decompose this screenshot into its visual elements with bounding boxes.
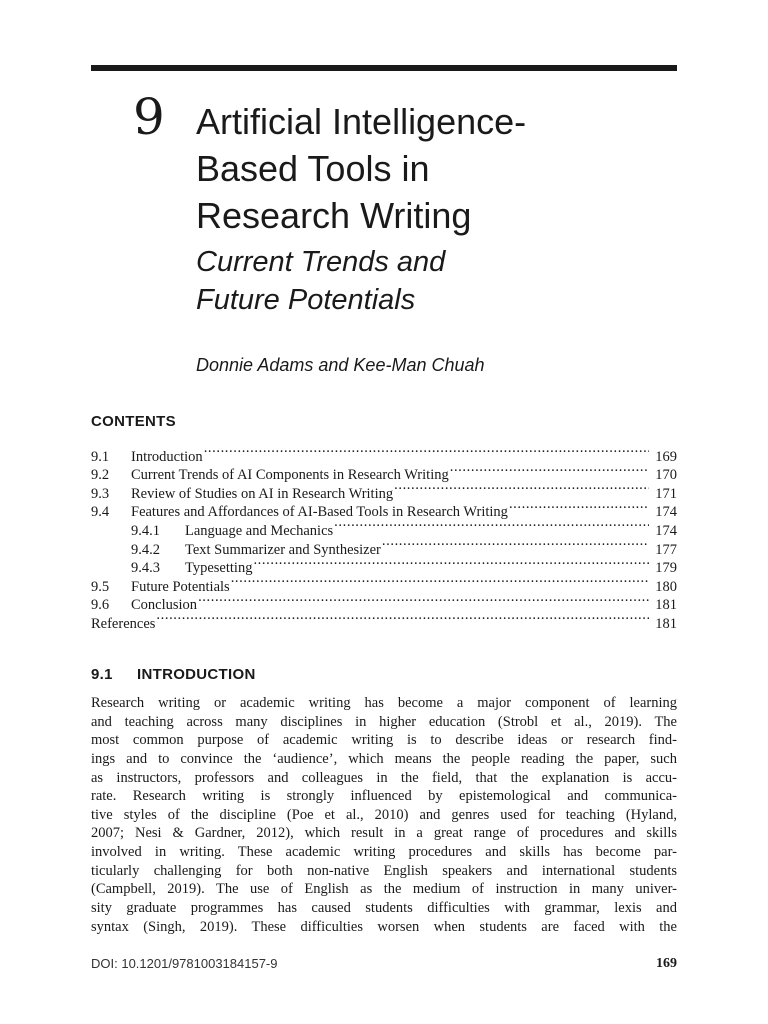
- body-text-line: as instructors, professors and colleagues in the field, that the explanation is accu-: [91, 769, 677, 786]
- body-text-line: most common purpose of academic writing is to describe ideas or research find-: [91, 732, 677, 749]
- toc-entry-page: 174: [655, 504, 677, 521]
- toc-dot-leader: [509, 498, 649, 517]
- body-text-line: tive styles of the discipline (Poe et al., 2010) and genres used for teaching (Hyland,: [91, 806, 677, 823]
- toc-entry-page: 177: [655, 541, 677, 558]
- toc-entry-number: 9.1: [91, 448, 110, 465]
- section-body-paragraph: [91, 694, 677, 936]
- body-text-line: involved in writing. These academic writing procedures and skills has become par-: [91, 844, 677, 861]
- toc-entry-page: 171: [655, 485, 677, 502]
- body-text-line: ticularly challenging for both non-native English speakers and international students: [91, 862, 677, 879]
- section-heading: [91, 665, 256, 685]
- table-of-contents: [91, 442, 677, 632]
- toc-dot-leader: [394, 479, 649, 498]
- toc-entry-number: 9.3: [91, 485, 110, 502]
- toc-entry-page: 180: [655, 578, 677, 595]
- toc-entry-number: 9.4.2: [131, 541, 160, 558]
- toc-entry-page: 181: [655, 597, 677, 614]
- toc-entry[interactable]: [91, 442, 677, 465]
- body-text-line: sity graduate programmes has caused students difficulties with grammar, lexis and: [91, 900, 677, 917]
- toc-entry-title: Future Potentials: [131, 578, 230, 595]
- body-text-line: 2007; Nesi & Gardner, 2012), which result in a great range of procedures and skills: [91, 825, 677, 842]
- toc-entry[interactable]: [91, 609, 677, 632]
- body-text-line: (Campbell, 2019). The use of English as the medium of instruction in many univer-: [91, 881, 677, 898]
- toc-dot-leader: [450, 461, 649, 480]
- toc-entry-title: Current Trends of AI Components in Research Writing: [131, 467, 449, 484]
- toc-entry-title: Introduction: [131, 448, 203, 465]
- section-title: INTRODUCTION: [137, 666, 256, 683]
- toc-dot-leader: [231, 572, 649, 591]
- body-text-line: ings and to convince the ‘audience’, which means the people reading the paper, such: [91, 750, 677, 767]
- chapter-authors: Donnie Adams and Kee-Man Chuah: [196, 355, 485, 375]
- contents-heading: CONTENTS: [91, 413, 176, 430]
- footer-doi: DOI: 10.1201/9781003184157-9: [91, 956, 278, 971]
- chapter-title: [196, 98, 666, 239]
- chapter-title-line: Artificial Intelligence-: [196, 101, 527, 142]
- toc-entry-page: 179: [655, 560, 677, 577]
- toc-entry-number: 9.2: [91, 467, 110, 484]
- chapter-subtitle-line: Future Potentials: [196, 284, 416, 316]
- toc-dot-leader: [382, 535, 649, 554]
- body-text-line: rate. Research writing is strongly influenced by epistemological and communica-: [91, 788, 677, 805]
- body-text-line: Research writing or academic writing has become a major component of learning: [91, 695, 677, 711]
- toc-entry-title: Review of Studies on AI in Research Writing: [131, 485, 394, 502]
- toc-entry-number: 9.6: [91, 597, 110, 614]
- toc-entry-number: 9.4: [91, 504, 110, 521]
- toc-entry-number: 9.4.1: [131, 522, 160, 539]
- toc-entry-number: 9.4.3: [131, 560, 160, 577]
- footer-page-number: 169: [656, 956, 677, 971]
- toc-entry-page: 169: [655, 448, 677, 465]
- toc-entry-page: 170: [655, 467, 677, 484]
- chapter-number: 9: [133, 88, 165, 146]
- body-text-line: and teaching across many disciplines in higher education (Strobl et al., 2019). The: [91, 713, 677, 730]
- toc-entry-number: 9.5: [91, 578, 110, 595]
- body-text-line: syntax (Singh, 2019). These difficulties worsen when students are faced with the: [91, 918, 677, 935]
- toc-entry-title: Features and Affordances of AI-Based Tools in Research Writing: [131, 504, 508, 521]
- chapter-title-line: Research Writing: [196, 195, 472, 236]
- chapter-title-line: Based Tools in: [196, 148, 430, 189]
- toc-dot-leader: [156, 609, 649, 628]
- toc-entry-title: Language and Mechanics: [185, 522, 334, 539]
- toc-entry-title: References: [91, 615, 156, 632]
- toc-dot-leader: [198, 591, 649, 610]
- chapter-subtitle-line: Current Trends and: [196, 246, 446, 278]
- toc-dot-leader: [204, 442, 649, 461]
- toc-dot-leader: [253, 554, 649, 573]
- toc-entry-title: Conclusion: [131, 597, 198, 614]
- toc-entry-page: 181: [655, 615, 677, 632]
- section-number: 9.1: [91, 666, 113, 683]
- toc-entry-title: Text Summarizer and Synthesizer: [185, 541, 381, 558]
- chapter-subtitle: [196, 243, 666, 319]
- toc-dot-leader: [334, 516, 649, 535]
- toc-entry-title: Typesetting: [185, 560, 253, 577]
- toc-entry-page: 174: [655, 522, 677, 539]
- chapter-top-rule: [91, 65, 677, 71]
